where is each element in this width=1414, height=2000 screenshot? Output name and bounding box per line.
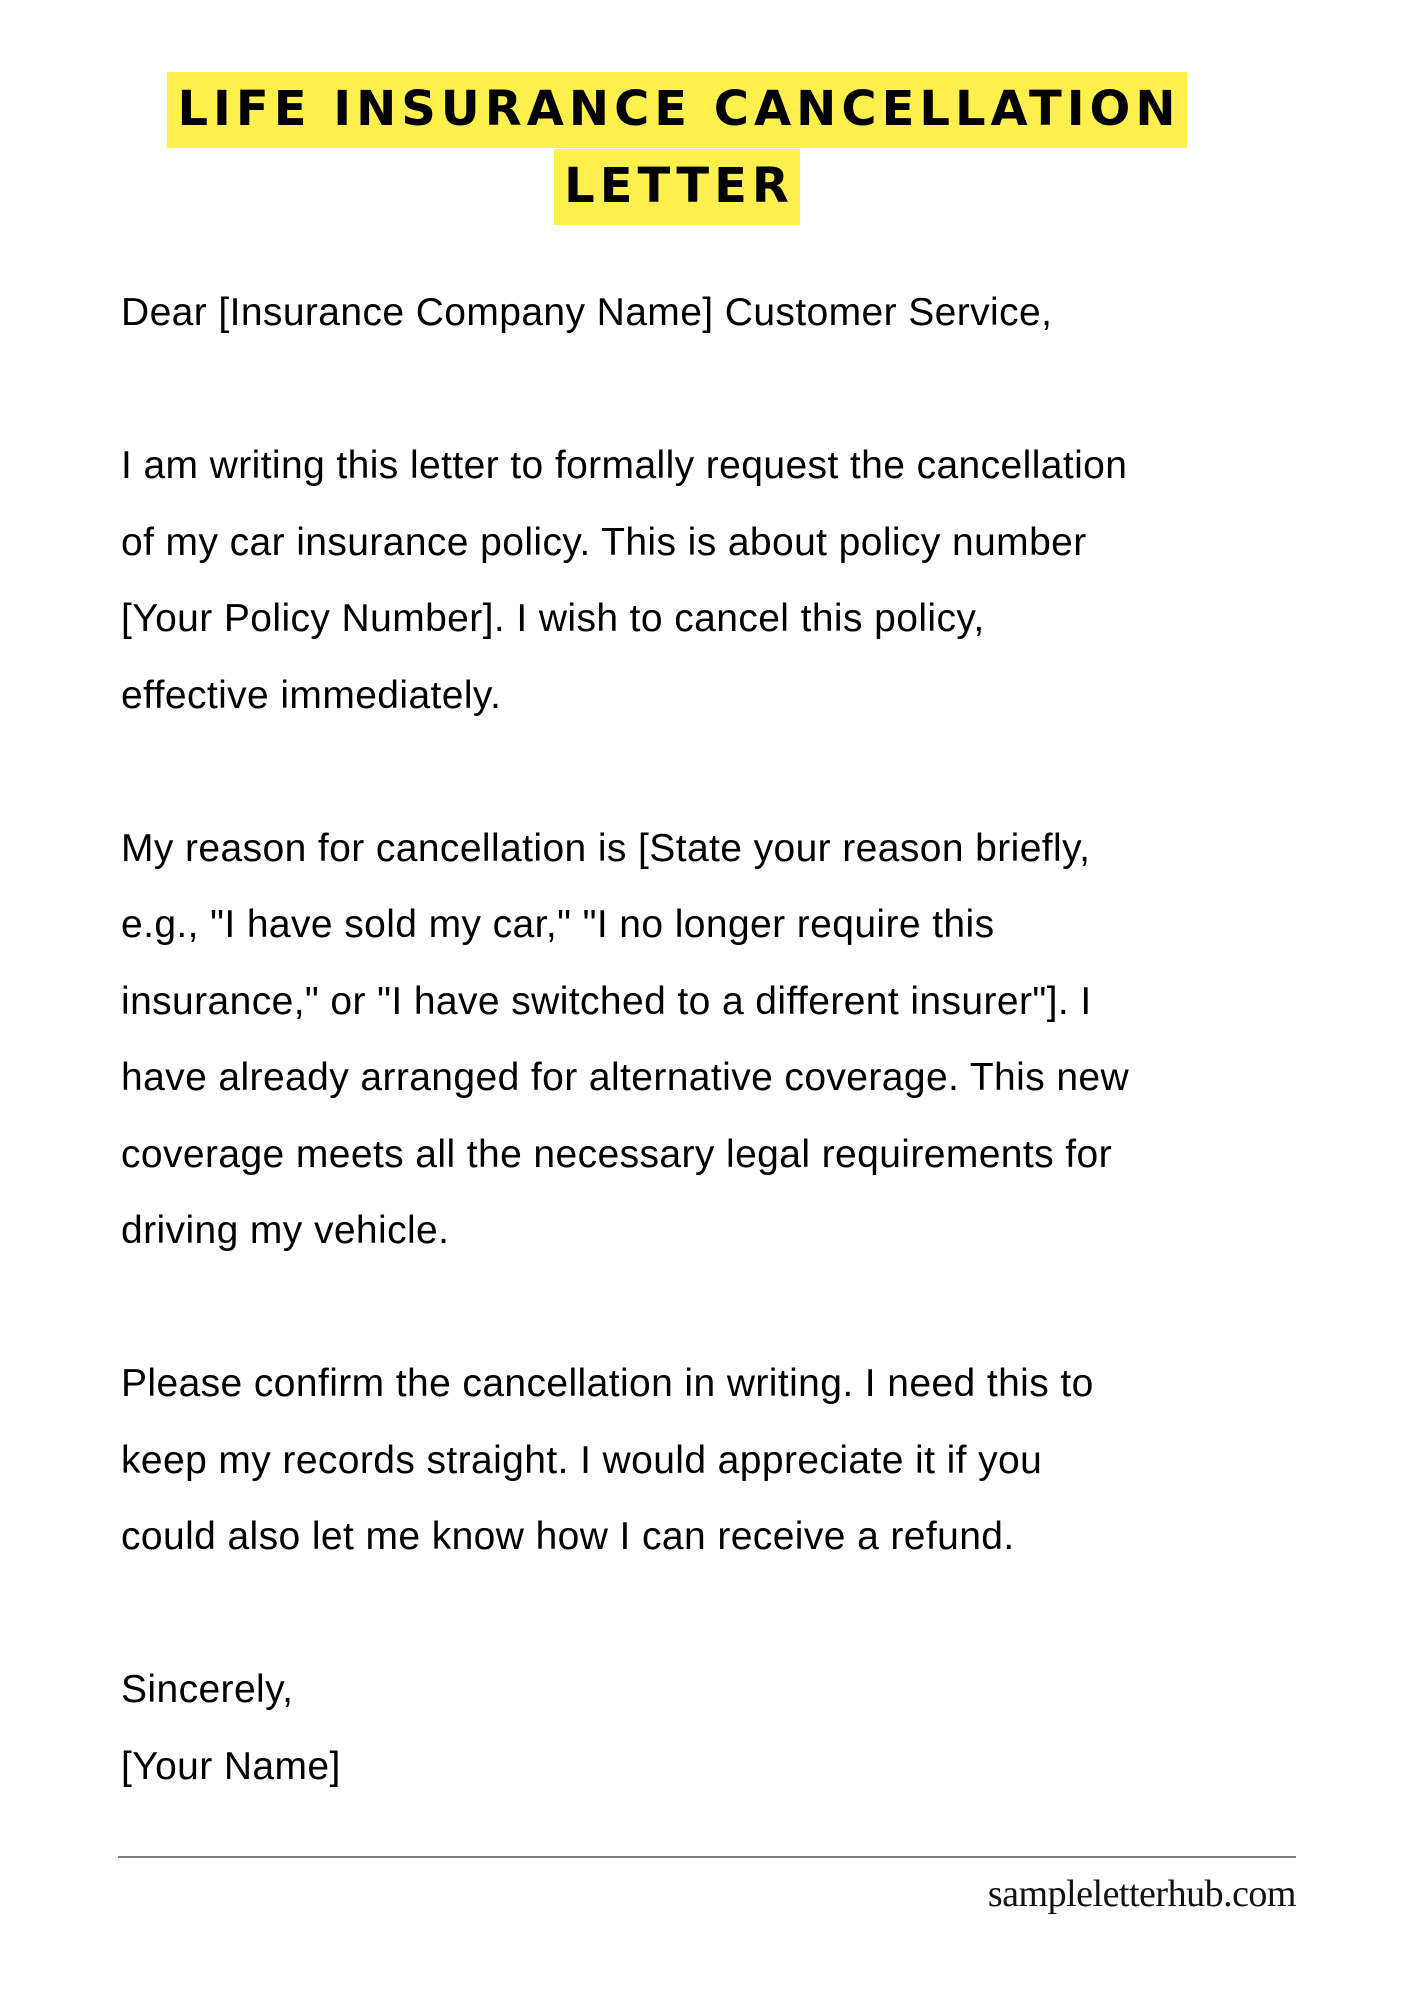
text-line: e.g., "I have sold my car," "I no longer require this [121, 903, 995, 946]
paragraph-confirmation [121, 1346, 1381, 1576]
text-line: keep my records straight. I would appreciate it if you [121, 1438, 1043, 1482]
letter-body [121, 275, 1381, 1805]
text-line: [Your Policy Number]. I wish to cancel this policy, [121, 597, 985, 640]
text-line: could also let me know how I can receive a refund. [121, 1515, 1015, 1558]
text-line: Please confirm the cancellation in writing. I need this to [121, 1362, 1094, 1405]
text-line: coverage meets all the necessary legal requirements for [121, 1132, 1112, 1176]
footer-site-name: sampleletterhub.com [987, 1873, 1296, 1915]
letter-title [112, 71, 1242, 225]
text-line: insurance," or "I have switched to a different insurer"]. I [121, 979, 1092, 1023]
text-line: of my car insurance policy. This is about policy number [121, 520, 1087, 564]
text-line: I am writing this letter to formally request the cancellation [121, 444, 1128, 487]
closing: Sincerely, [121, 1668, 294, 1711]
sign-off [121, 1652, 1381, 1805]
paragraph-request [121, 428, 1381, 734]
salutation [121, 275, 1381, 352]
footer-divider [118, 1856, 1296, 1858]
text-line: My reason for cancellation is [State your reason briefly, [121, 826, 1091, 870]
title-line-1 [112, 71, 1242, 148]
text-line: effective immediately. [121, 673, 502, 717]
paragraph-reason [121, 811, 1381, 1270]
title-highlight: LIFE INSURANCE CANCELLATION [167, 72, 1186, 148]
title-highlight: LETTER [554, 149, 800, 225]
salutation-line: Dear [Insurance Company Name] Customer Service, [121, 291, 1053, 334]
text-line: have already arranged for alternative coverage. This new [121, 1056, 1130, 1099]
title-line-2 [112, 148, 1242, 225]
signature-placeholder: [Your Name] [121, 1744, 341, 1788]
text-line: driving my vehicle. [121, 1209, 450, 1252]
